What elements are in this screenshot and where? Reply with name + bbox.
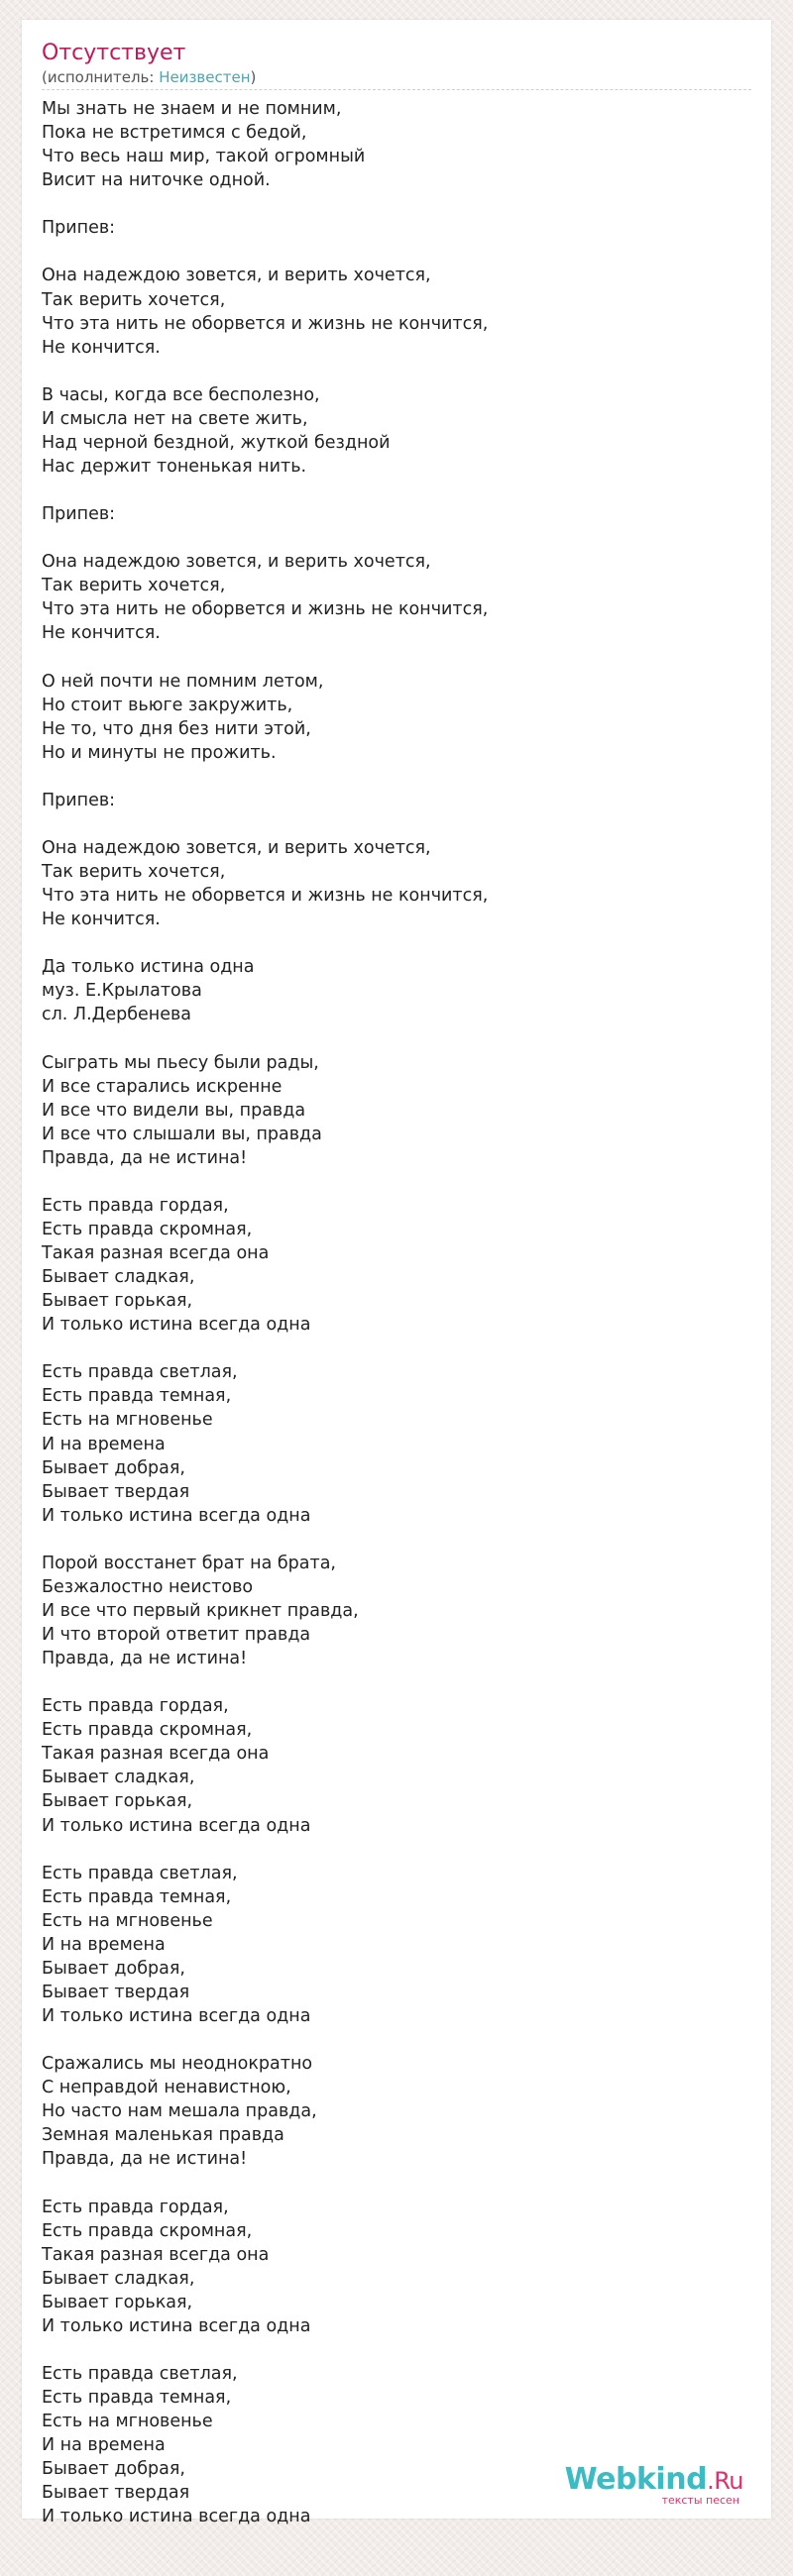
song-title: Отсутствует (42, 41, 186, 65)
site-logo[interactable] (565, 2463, 743, 2507)
logo-name: Webkind (564, 2462, 708, 2497)
title-divider (42, 89, 751, 90)
lyrics-text: Мы знать не знаем и не помним, Пока не встретимся с бедой, Что весь наш мир, такой огромный Висит на ниточке одной. Припев: Она надеждою зовется, и верить хочется, Так верить хочется, Что эта нить не оборвется и жизнь не кончится, Не кончится. В часы, когда все бесполезно, И смысла нет на свете жить, Над черной бездной, жуткой бездной Нас держит тоненькая нить. Припев: Она надеждою зовется, и верить хочется, Так верить хочется, Что эта нить не оборвется и жизнь не кончится, Не кончится. О ней почти не помним летом, Но стоит вьюге закружить, Не то, что дня без нити этой, Но и минуты не прожить. Припев: Она надеждою зовется, и верить хочется, Так верить хочется, Что эта нить не оборвется и жизнь не кончится, Не кончится. Да только истина одна муз. Е.Крылатова сл. Л.Дербенева Сыграть мы пьесу были рады, И все старались искренне И все что видели вы, правда И все что слышали вы, правда Правда, да не истина! Есть правда гордая, Есть правда скромная, Такая разная всегда она Бывает сладкая, Бывает горькая, И только истина всегда одна Есть правда светлая, Есть правда темная, Есть на мгновенье И на времена Бывает добрая, Бывает твердая И только истина всегда одна Порой восстанет брат на брата, Безжалостно неистово И все что первый крикнет правда, И что второй ответит правда Правда, да не истина! Есть правда гордая, Есть правда скромная, Такая разная всегда она Бывает сладкая, Бывает горькая, И только истина всегда одна Есть правда светлая, Есть правда темная, Есть на мгновенье И на времена Бывает добрая, Бывает твердая И только истина всегда одна Сражались мы неоднократно С неправдой ненавистною, Но часто нам мешала правда, Земная маленькая правда Правда, да не истина! Есть правда гордая, Есть правда скромная, Такая разная всегда она Бывает сладкая, Бывает горькая, И только истина всегда одна Есть правда светлая, Есть правда темная, Есть на мгновенье И на времена Бывает добрая, Бывает твердая И только истина всегда одна (42, 99, 489, 2527)
logo-wordmark (565, 2463, 743, 2498)
logo-tagline: тексты песен (661, 2494, 739, 2507)
lyrics-card (22, 20, 771, 2527)
logo-tld: .Ru (707, 2467, 743, 2495)
performer-prefix: (исполнитель: (42, 68, 160, 86)
performer-link[interactable]: Неизвестен (159, 68, 251, 86)
performer-line (42, 67, 256, 87)
performer-suffix: ) (250, 68, 257, 86)
